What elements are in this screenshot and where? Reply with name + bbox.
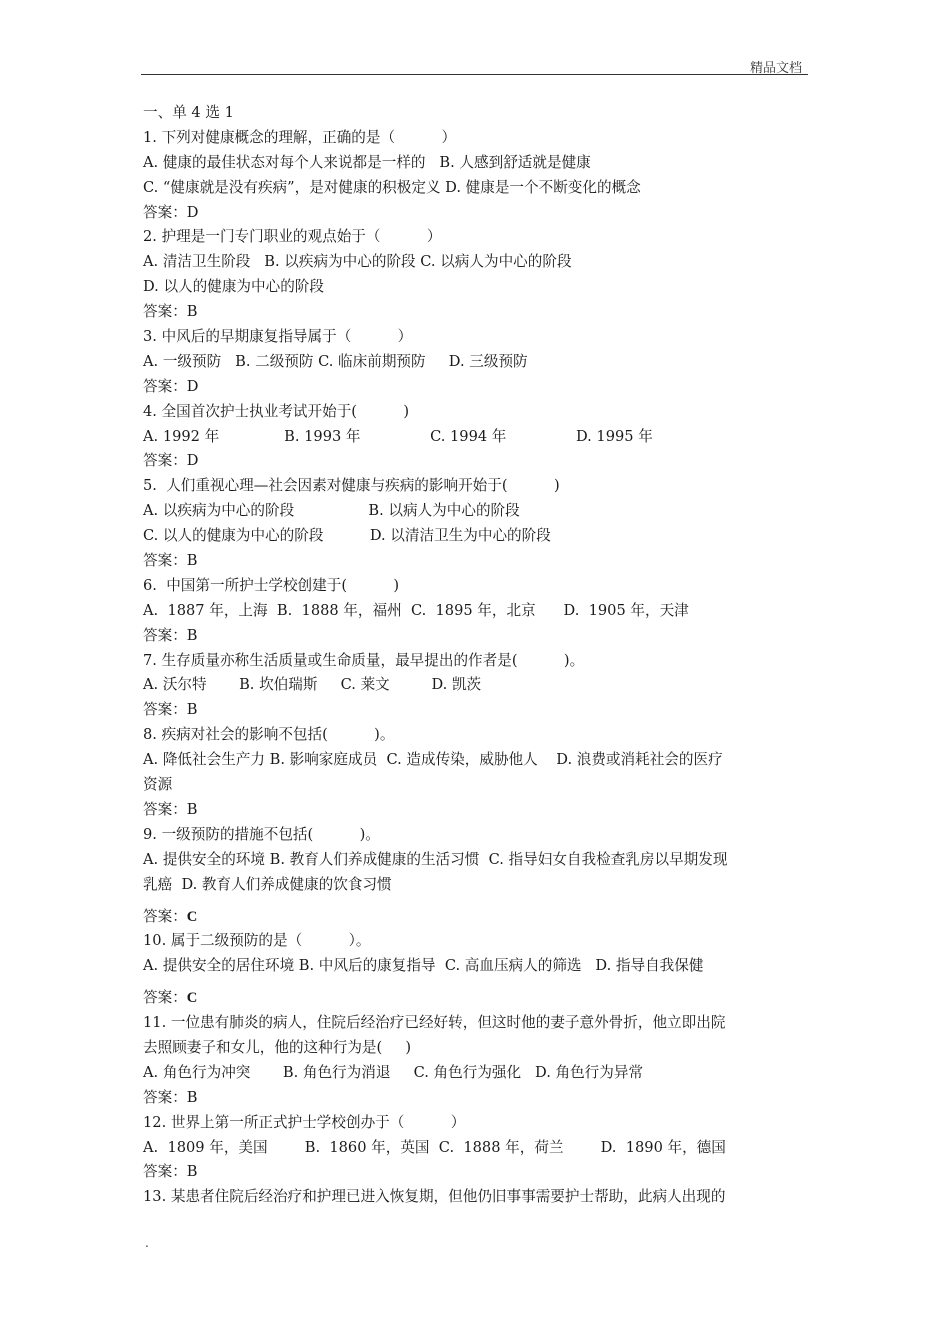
document-body [143, 101, 813, 1210]
text-line: 答案：B [143, 552, 198, 570]
text-line: A. 降低社会生产力 B. 影响家庭成员 C. 造成传染，威胁他人 D. 浪费或消耗社会的医疗 [143, 751, 723, 769]
text-line: 答案：B [143, 701, 198, 719]
text-line: A. 角色行为冲突 B. 角色行为消退 C. 角色行为强化 D. 角色行为异常 [143, 1063, 644, 1081]
text-line: A. 健康的最佳状态对每个人来说都是一样的 B. 人感到舒适就是健康 [143, 153, 591, 171]
text-line: A. 1887 年，上海 B. 1888 年，福州 C. 1895 年，北京 D. 1905 年，天津 [143, 601, 689, 619]
text-line: 答案：B [143, 1088, 198, 1106]
header-rule [141, 74, 808, 75]
text-line: A. 以疾病为中心的阶段 B. 以病人为中心的阶段 [143, 502, 520, 520]
text-line: 6. 中国第一所护士学校创建于( ) [143, 576, 400, 594]
text-line: 13. 某患者住院后经治疗和护理已进入恢复期，但他仍旧事事需要护士帮助，此病人出现的 [143, 1188, 726, 1206]
answer-10 [143, 986, 813, 1011]
footer-mark: . [145, 1236, 149, 1250]
text-line: 2. 护理是一门专门职业的观点始于（ ） [143, 228, 442, 246]
header-label: 精品文档 [750, 61, 803, 76]
text-line: 5. 人们重视心理—社会因素对健康与疾病的影响开始于( ) [143, 477, 560, 495]
text-line: 答案：B [143, 800, 198, 818]
text-line: D. 以人的健康为中心的阶段 [143, 278, 324, 296]
text-line: 9. 一级预防的措施不包括( )。 [143, 825, 380, 843]
answer-value: C [186, 990, 198, 1007]
answer-value: C [186, 908, 198, 925]
text-line: 答案：B [143, 303, 198, 321]
text-line: 答案：D [143, 377, 199, 395]
answer-label: 答案： [143, 989, 187, 1007]
section-title: 一、单 4 选 1 [143, 104, 234, 121]
spacer [143, 979, 813, 986]
answer-9 [143, 905, 813, 930]
spacer [143, 898, 813, 905]
question-block-10 [143, 929, 813, 979]
text-line: 7. 生存质量亦称生活质量或生命质量，最早提出的作者是( )。 [143, 651, 585, 669]
text-line: A. 1992 年 B. 1993 年 C. 1994 年 D. 1995 年 [143, 427, 653, 445]
text-line: 答案：D [143, 452, 199, 470]
text-line: 答案：B [143, 1163, 198, 1181]
text-line: 3. 中风后的早期康复指导属于（ ） [143, 328, 413, 346]
question-block-11-13 [143, 1011, 813, 1210]
text-line: C. 以人的健康为中心的阶段 D. 以清洁卫生为中心的阶段 [143, 527, 551, 545]
text-line: A. 提供安全的居住环境 B. 中风后的康复指导 C. 高血压病人的筛选 D. 指导自我保健 [143, 957, 704, 975]
text-line: 12. 世界上第一所正式护士学校创办于（ ） [143, 1113, 466, 1131]
text-line: 资源 [143, 776, 173, 794]
text-line: C. “健康就是没有疾病”，是对健康的积极定义 D. 健康是一个不断变化的概念 [143, 178, 641, 196]
text-line: 答案：B [143, 626, 198, 644]
text-line: 8. 疾病对社会的影响不包括( )。 [143, 726, 395, 744]
text-line: A. 1809 年，美国 B. 1860 年，英国 C. 1888 年，荷兰 D. 1890 年，德国 [143, 1138, 726, 1156]
text-line: 11. 一位患有肺炎的病人，住院后经治疗已经好转，但这时他的妻子意外骨折，他立即出院 [143, 1014, 726, 1032]
text-line: 答案：D [143, 203, 199, 221]
text-line: A. 一级预防 B. 二级预防 C. 临床前期预防 D. 三级预防 [143, 352, 528, 370]
text-line: 4. 全国首次护士执业考试开始于( ) [143, 402, 410, 420]
question-block-1-9 [143, 126, 813, 898]
text-line: 10. 属于二级预防的是（ ）。 [143, 932, 371, 950]
text-line: A. 提供安全的环境 B. 教育人们养成健康的生活习惯 C. 指导妇女自我检查乳房以早期发现 [143, 850, 728, 868]
text-line: A. 清洁卫生阶段 B. 以疾病为中心的阶段 C. 以病人为中心的阶段 [143, 253, 572, 271]
text-line: A. 沃尔特 B. 坎伯瑞斯 C. 莱文 D. 凯茨 [143, 676, 482, 694]
answer-label: 答案： [143, 907, 187, 925]
text-line: 1. 下列对健康概念的理解，正确的是（ ） [143, 128, 457, 146]
text-line: 去照顾妻子和女儿，他的这种行为是( ) [143, 1038, 412, 1056]
text-line: 乳癌 D. 教育人们养成健康的饮食习惯 [143, 875, 392, 893]
